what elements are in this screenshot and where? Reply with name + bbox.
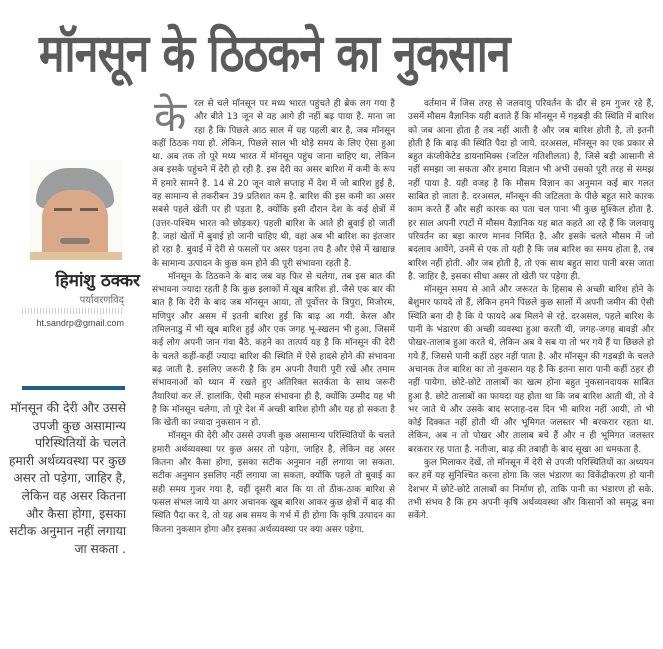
author-email[interactable]: ht.sandrp@gmail.com xyxy=(36,318,124,328)
dropcap: के xyxy=(154,92,187,141)
dotted-divider xyxy=(22,308,124,314)
author-photo xyxy=(30,160,122,260)
paragraph: मॉनसून समय से आने और जरूरत के हिसाब से अच्छी बारिश होने के बेशुमार फायदे तो हैं, लेकिन हमने पिछले कुछ सालों में अपनी जमीन की ऐसी स्थिति बना दी है कि ये फायदे अब मिलने से रहे. दरअसल, पहले बारिश के पानी के भंडारण की अच्छी व्यवस्था हुआ करती थी, जगह-जगह बावड़ी और पोखर-तालाब हुआ करते थे, लेकिन अब वे सब या तो भर गये हैं या छिछले हो गये हैं, जिससे पानी कहीं ठहर नहीं पाता है. और मॉनसून की गड़बड़ी के चलते अचानक तेज बारिश का तो नुकसान यह है कि इतना सारा पानी कहीं ठहर ही नहीं पायेगा. छोटे-छोटे तालाबों का खत्म होना बहुत नुकसानदायक साबित हुआ है. छोटे तालाबों का फायदा यह होता था कि जब बारिश आती थी, तो वे भर जाते थे और उसके बाद सप्ताह-दस दिन भी बारिश नहीं आयी, तो भी कोई दिक्कत नहीं होती थी और भूमिगत जलस्तर भी बरकरार रहता था. लेकिन, अब न तो पोखर और तालाब बचे हैं और न ही भूमिगत जलस्तर बरकरार रह पाता है. नतीजा, बाढ़ की तबाही के बाद सूखा आ धमकता है. xyxy=(408,285,654,455)
article-column-3 xyxy=(408,98,654,524)
article-column-2 xyxy=(152,92,395,537)
pullquote: मॉनसून की देरी और उससे उपजी कुछ असामान्य परिस्थितियों के चलते हमारी अर्थव्यवस्था पर कुछ असर तो पड़ेगा, जाहिर है, लेकिन वह असर कितना और कैसा होगा, इसका सटीक अनुमान नहीं लगाया जा सकता . xyxy=(8,401,126,556)
paragraph: वर्तमान में जिस तरह से जलवायु परिवर्तन के दौर से हम गुजर रहे हैं, उसमें मौसम वैज्ञानिक यही बताते हैं कि मॉनसून में गड़बड़ी की स्थिति में बारिश को जब आना होता है तब नहीं आती है और जब बारिश होती है, तो इतनी होती है कि बाढ़ की स्थिति पैदा हो जाये. दरअसल, मॉनसून का एक प्रकार से बहुत कंप्लीकेटेड डायनामिक्स (जटिल गतिशीलता) है, जिसे बड़ी आसानी से नहीं समझा जा सकता और हमारा विज्ञान भी अभी उसको पूरी तरह से समझ नहीं पाया है. यही वजह है कि मौसम विज्ञान का अनुमान कई बार गलत साबित हो जाता है. दरअसल, मॉनसून की जटिलता के पीछे बहुत सारे कारक काम करते हैं और सही कारक का पता चल पाना भी कुछ मुश्किल होता है. हर साल अपनी रपटों में मौसम वैज्ञानिक यह बात कहते आ रहे हैं कि जलवायु परिवर्तन का बड़ा कारण मानव निर्मित है. और इसके चलते मौसम में जो बदलाव आयेंगे, उनमें से एक तो यही है कि जब बारिश का समय होता है, तब बारिश नहीं होती. और जब होती है, तो एक साथ बहुत सारा पानी बरस जाता है. जाहिर है, इसका सीधा असर तो खेती पर पड़ेगा ही. xyxy=(408,99,654,282)
paragraph: केरल से चले मॉनसून पर मध्य भारत पहुंचते ही ब्रेक लग गया है और बीते 13 जून से वह आगे ही नहीं बढ़ पाया है. माना जा रहा है कि पिछले आठ साल में यह पहली बार है, जब मॉनसून कहीं ठिठक गया हो. लेकिन, पिछले साल भी थोड़े समय के लिए ऐसा हुआ था. अब तक तो पूरे मध्य भारत में मॉनसून पहुंच जाना चाहिए था, लेकिन अब इसके पहुंचने में देरी हो रही है. इस देरी का असर बारिश में कमी के रूप में हमारे सामने है. 14 से 20 जून वाले सप्ताह में देश में जो बारिश हुई है, वह सामान्य से तकरीबन 39 प्रतिशत कम है. बारिश की इस कमी का असर सबसे पहले खेती पर ही पड़ता है, क्योंकि इसी दौरान देश के कई क्षेत्रों में (उत्तर-पश्चिम भारत को छोड़कर) पहली बारिश के आते ही बुवाई हो जाती है. जहां खेतों में बुवाई हो जानी चाहिए थी, वहां अब भी बारिश का इंतजार हो रहा है. बुवाई में देरी से फसलों पर असर पड़ना तय है और ऐसे में खाद्यान्न के सामान्य उत्पादन के कुछ कम होने की पूरी संभावना रहती है. xyxy=(152,92,395,269)
paragraph: मॉनसून के ठिठकने के बाद जब वह फिर से चलेगा, तब इस बात की संभावना ज्यादा रहती है कि कुछ इलाकों में खूब बारिश हो. जैसे एक बार की बात है कि देरी के बाद जब मॉनसून आया, तो पूर्वोत्तर के त्रिपुरा, मिजोरम, मणिपुर और असम में इतनी बारिश हुई कि बाढ़ आ गयी. केरल और तमिलनाडु में भी खूब बारिश हुई और एक जगह भू-स्खलन भी हुआ, जिसमें कई लोग अपनी जान गंवा बैठे. कहने का तात्पर्य यह है कि मॉनसून की देरी के चलते कहीं-कहीं ज्यादा बारिश की स्थिति में ऐसे हादसे होने की संभावना बढ़ जाती है. इसलिए जरूरी है कि हम अपनी तैयारी पूरी रखें और तमाम संभावनाओं को ध्यान में रखते हुए अतिरिक्त सतर्कता के साथ जरूरी तैयारियां कर लें. हालांकि, ऐसी महज संभावना ही है, क्योंकि उम्मीद यह भी है कि मॉनसून चलेगा, तो पूरे देश में अच्छी बारिश होगी और यह हो सकता है कि खेती का ज्यादा नुकसान न हो. xyxy=(152,271,395,429)
author-sidebar xyxy=(0,100,145,649)
paragraph: कुल मिलाकर देखें, तो मॉनसून में देरी से उपजी परिस्थितियों का अध्ययन कर हमें यह सुनिश्चित करना होगा कि जल भंडारण का विकेंद्रीकरण हो यानी देशभर में छोटे-छोटे तालाबों का निर्माण हो, ताकि पानी का भंडारण हो सके. तभी संभव है कि हम अपनी कृषि अर्थव्यवस्था और किसानों को समृद्ध बना सकेंगे. xyxy=(408,458,654,522)
author-name: हिमांशु ठक्कर xyxy=(55,271,140,291)
headline: मॉनसून के ठिठकने का नुकसान xyxy=(39,24,510,84)
accent-divider xyxy=(22,386,125,390)
paragraph: मॉनसून की देरी और उससे उपजी कुछ असामान्य परिस्थितियों के चलते हमारी अर्थव्यवस्था पर कुछ असर तो पड़ेगा, जाहिर है, लेकिन वह असर कितना और कैसा होगा, इसका सटीक अनुमान नहीं लगाया जा सकता. सटीक अनुमान इसलिए नहीं लगाया जा सकता, क्योंकि पहले तो बुवाई का सही समय गुजर गया है, वहीं दूसरी बात कि या तो ठीक-ठाक बारिश से फसल संभल जाये या अगर अचानक खूब बारिश आकर कुछ क्षेत्रों में बाढ़ की स्थिति पैदा कर दे, तो यह अब समय के गर्भ में ही होगा कि कृषि उत्पादन का कितना नुकसान होगा और इसका अर्थव्यवस्था पर क्या असर पड़ेगा. xyxy=(152,431,395,535)
author-role: पर्यावरणविद् xyxy=(79,295,124,306)
